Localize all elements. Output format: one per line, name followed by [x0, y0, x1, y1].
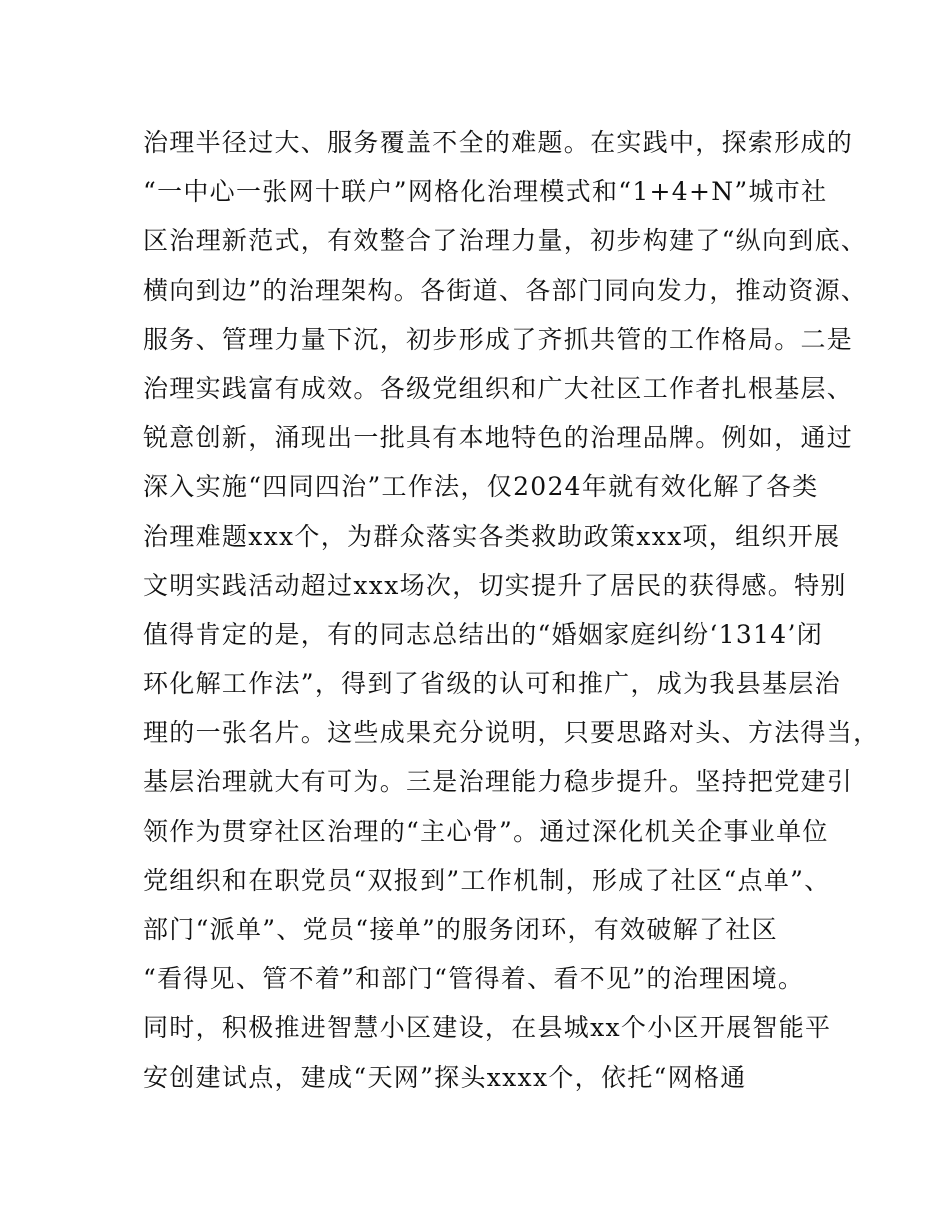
body-paragraph: [143, 118, 880, 1102]
text-line: 治理半径过大、服务覆盖不全的难题。在实践中，探索形成的: [143, 128, 854, 157]
text-line: 锐意创新，涌现出一批具有本地特色的治理品牌。例如，通过: [143, 423, 854, 453]
text-line: 环化解工作法”，得到了省级的认可和推广，成为我县基层治: [143, 669, 841, 699]
text-line: 深入实施“四同四治”工作法，仅2024年就有效化解了各类: [143, 472, 819, 502]
text-line: 横向到边”的治理架构。各街道、各部门同向发力，推动资源、: [143, 275, 868, 305]
text-line: 基层治理就大有可为。三是治理能力稳步提升。坚持把党建引: [143, 767, 854, 797]
text-line: 区治理新范式，有效整合了治理力量，初步构建了“纵向到底、: [143, 226, 868, 256]
text-line: 理的一张名片。这些成果充分说明，只要思路对头、方法得当，: [143, 718, 880, 748]
text-line: 部门“派单”、党员“接单”的服务闭环，有效破解了社区: [143, 915, 778, 944]
text-line: 党组织和在职党员“双报到”工作机制，形成了社区“点单”、: [143, 865, 831, 895]
text-line: 安创建试点，建成“天网”探头xxxx个，依托“网格通: [143, 1062, 747, 1092]
text-line: “一中心一张网十联户”网格化治理模式和“1+4+N”城市社: [143, 177, 828, 207]
text-line: 治理难题xxx个，为群众落实各类救助政策xxx项，组织开展: [143, 521, 841, 551]
text-line: “看得见、管不着”和部门“管得着、看不见”的治理困境。: [143, 964, 805, 994]
text-line: 值得肯定的是，有的同志总结出的“婚姻家庭纠纷‘1314’闭: [143, 619, 823, 649]
text-line: 同时，积极推进智慧小区建设，在县城xx个小区开展智能平: [143, 1013, 832, 1043]
text-line: 领作为贯穿社区治理的“主心骨”。通过深化机关企事业单位: [143, 816, 829, 846]
text-line: 服务、管理力量下沉，初步形成了齐抓共管的工作格局。二是: [143, 324, 854, 354]
text-line: 文明实践活动超过xxx场次，切实提升了居民的获得感。特别: [143, 570, 847, 600]
text-line: 治理实践富有成效。各级党组织和广大社区工作者扎根基层、: [143, 373, 854, 403]
